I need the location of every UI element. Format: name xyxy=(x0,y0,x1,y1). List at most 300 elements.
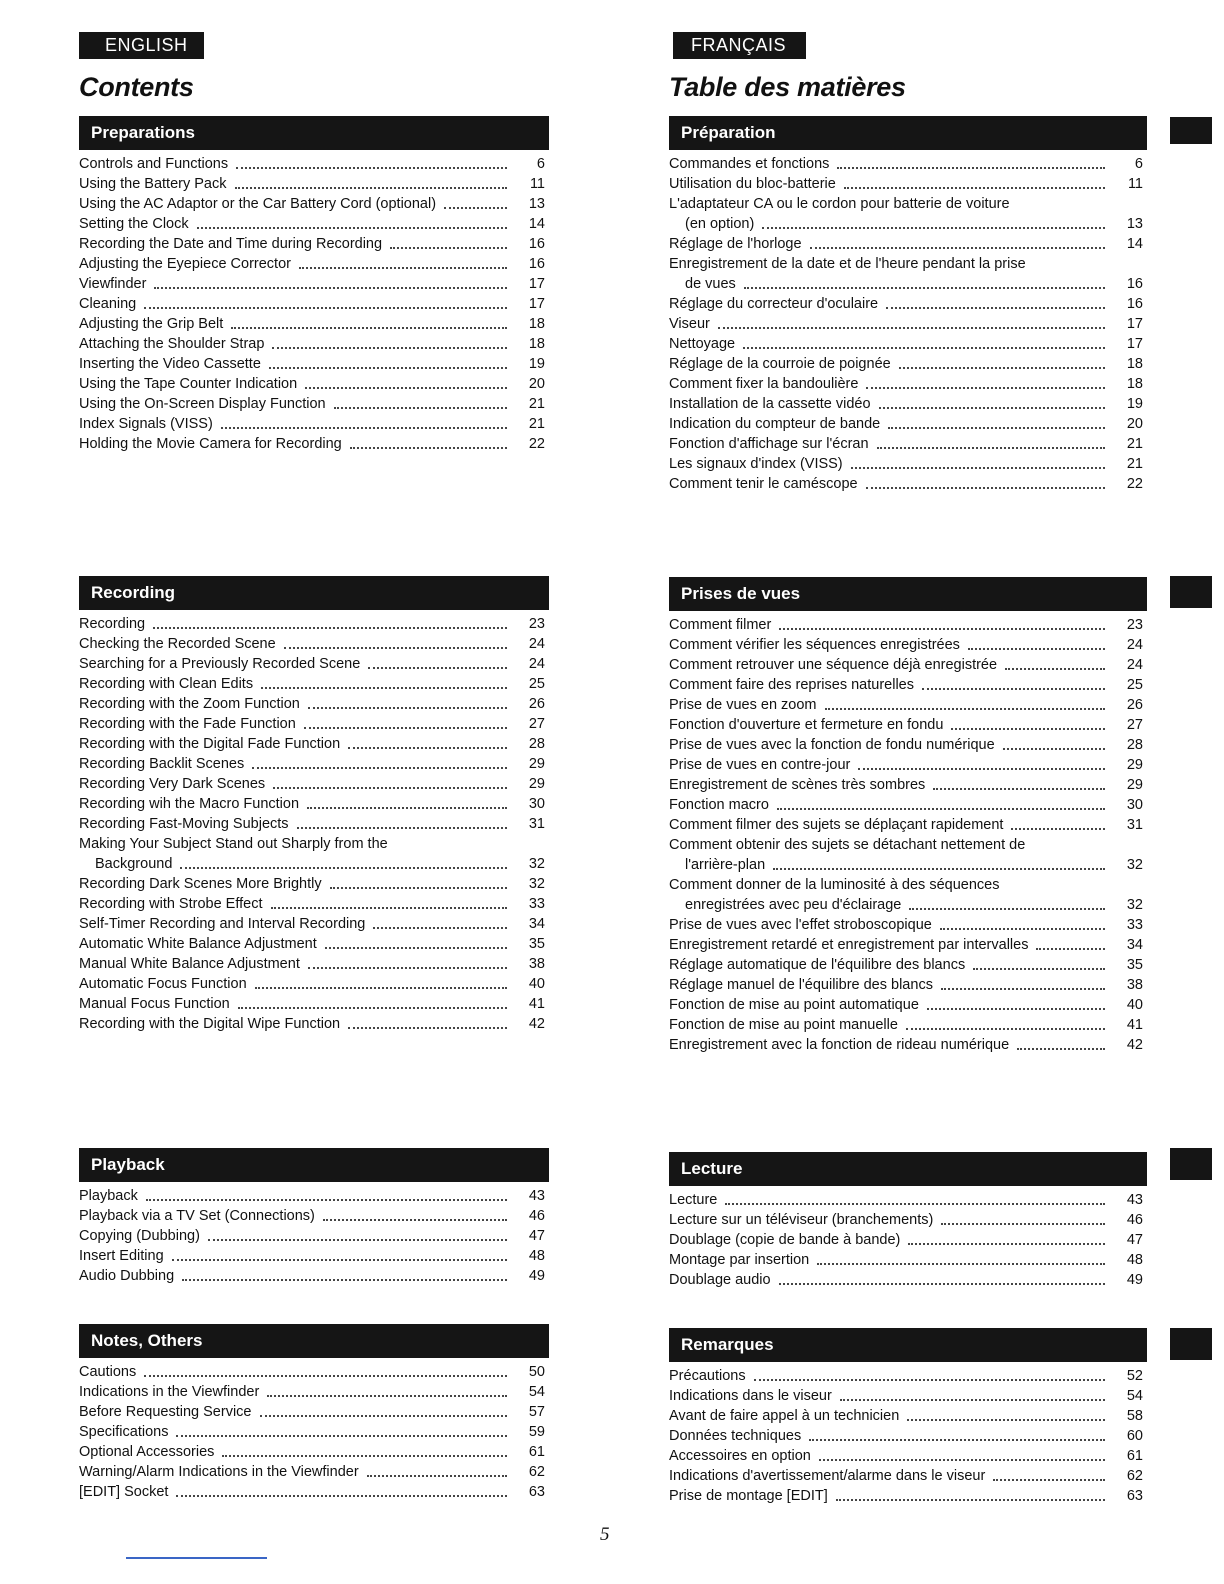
page-number: 5 xyxy=(600,1524,610,1545)
dot-leader xyxy=(762,227,1105,229)
toc-entry xyxy=(79,634,549,654)
section-marker-tab xyxy=(1170,576,1212,608)
toc-entry xyxy=(669,1015,1147,1035)
dot-leader xyxy=(922,688,1105,690)
language-tag-english: ENGLISH xyxy=(79,32,204,59)
toc-entry-title: Prise de vues en contre-jour xyxy=(669,757,851,773)
dot-leader xyxy=(153,627,507,629)
toc-entry xyxy=(669,695,1147,715)
toc-entry-page: 28 xyxy=(528,736,545,752)
toc-entry-title: Cautions xyxy=(79,1364,137,1380)
toc-entry xyxy=(79,314,549,334)
dot-leader xyxy=(154,287,507,289)
toc-entry xyxy=(669,1270,1147,1290)
toc-entry-title: Lecture sur un téléviseur (branchements) xyxy=(669,1212,934,1228)
toc-entry xyxy=(79,1226,549,1246)
toc-entry-title: Playback via a TV Set (Connections) xyxy=(79,1208,315,1224)
toc-entry xyxy=(79,834,549,874)
toc-entry xyxy=(669,675,1147,695)
toc-entry-title: Automatic White Balance Adjustment xyxy=(79,936,317,952)
toc-entry-page: 48 xyxy=(1126,1252,1143,1268)
toc-entry xyxy=(79,174,549,194)
toc-entry-page: 22 xyxy=(528,436,545,452)
toc-entry-title: Before Requesting Service xyxy=(79,1404,252,1420)
toc-list xyxy=(79,150,549,454)
toc-entry xyxy=(79,1246,549,1266)
toc-entry-title: Recording with Clean Edits xyxy=(79,676,254,692)
dot-leader xyxy=(304,727,507,729)
toc-entry xyxy=(79,1402,549,1422)
toc-entry-page: 14 xyxy=(528,216,545,232)
dot-leader xyxy=(308,967,507,969)
toc-entry-title: Les signaux d'index (VISS) xyxy=(669,456,843,472)
toc-entry-page: 23 xyxy=(1126,617,1143,633)
toc-entry-page: 29 xyxy=(1126,757,1143,773)
toc-entry xyxy=(79,874,549,894)
toc-entry-page: 62 xyxy=(1126,1468,1143,1484)
section-heading: Playback xyxy=(79,1148,549,1182)
toc-entry-title-continued: (en option) xyxy=(685,216,755,232)
toc-list xyxy=(79,1358,549,1502)
toc-entry-page: 62 xyxy=(528,1464,545,1480)
toc-entry-title: Fonction d'affichage sur l'écran xyxy=(669,436,869,452)
dot-leader xyxy=(927,1008,1105,1010)
dot-leader xyxy=(255,987,507,989)
toc-entry-page: 29 xyxy=(528,756,545,772)
dot-leader xyxy=(973,968,1105,970)
toc-entry-title: Recording wih the Macro Function xyxy=(79,796,300,812)
dot-leader xyxy=(144,1375,507,1377)
toc-entry-page: 42 xyxy=(1126,1037,1143,1053)
toc-entry-page: 61 xyxy=(528,1444,545,1460)
toc-entry-page: 41 xyxy=(1126,1017,1143,1033)
toc-entry-title: Manual White Balance Adjustment xyxy=(79,956,300,972)
page-title-english: Contents xyxy=(79,72,194,102)
toc-list xyxy=(669,1362,1147,1506)
dot-leader xyxy=(779,628,1105,630)
toc-entry xyxy=(79,814,549,834)
toc-entry xyxy=(79,954,549,974)
section-preparations xyxy=(79,116,549,454)
toc-entry-title: Précautions xyxy=(669,1368,746,1384)
dot-leader xyxy=(725,1203,1105,1205)
section-prises-de-vues xyxy=(669,577,1147,1055)
toc-entry xyxy=(79,194,549,214)
dot-leader xyxy=(1005,668,1105,670)
toc-entry xyxy=(669,995,1147,1015)
toc-entry-title: Playback xyxy=(79,1188,138,1204)
toc-entry-title: Recording with the Digital Wipe Function xyxy=(79,1016,341,1032)
toc-entry xyxy=(669,935,1147,955)
toc-entry-title: Using the Tape Counter Indication xyxy=(79,376,298,392)
toc-entry xyxy=(669,735,1147,755)
toc-entry xyxy=(79,1442,549,1462)
dot-leader xyxy=(267,1395,507,1397)
toc-entry-page: 19 xyxy=(1126,396,1143,412)
toc-entry xyxy=(79,1422,549,1442)
dot-leader xyxy=(909,908,1105,910)
toc-entry-title: Enregistrement avec la fonction de rideau numérique xyxy=(669,1037,1010,1053)
toc-entry-title: Réglage manuel de l'équilibre des blancs xyxy=(669,977,933,993)
toc-entry-title: Fonction macro xyxy=(669,797,769,813)
dot-leader xyxy=(899,367,1105,369)
dot-leader xyxy=(284,647,507,649)
toc-entry xyxy=(79,1362,549,1382)
toc-entry-page: 27 xyxy=(528,716,545,732)
toc-entry-title: Recording Fast-Moving Subjects xyxy=(79,816,289,832)
toc-entry-page: 47 xyxy=(528,1228,545,1244)
dot-leader xyxy=(180,867,507,869)
toc-entry-title: Specifications xyxy=(79,1424,169,1440)
toc-entry-title: Enregistrement de la date et de l'heure pendant la prise xyxy=(669,256,1026,272)
section-heading: Prises de vues xyxy=(669,577,1147,611)
toc-entry-page: 25 xyxy=(1126,677,1143,693)
toc-entry-title: Recording xyxy=(79,616,146,632)
toc-entry-page: 17 xyxy=(1126,316,1143,332)
dot-leader xyxy=(840,1399,1105,1401)
toc-entry-page: 58 xyxy=(1126,1408,1143,1424)
toc-entry-title: Comment faire des reprises naturelles xyxy=(669,677,914,693)
toc-entry-page: 35 xyxy=(528,936,545,952)
toc-entry-page: 24 xyxy=(1126,637,1143,653)
dot-leader xyxy=(182,1279,507,1281)
toc-entry xyxy=(79,674,549,694)
toc-entry xyxy=(669,1366,1147,1386)
toc-entry-page: 26 xyxy=(528,696,545,712)
toc-entry xyxy=(669,474,1147,494)
toc-entry xyxy=(669,835,1147,875)
toc-entry-page: 32 xyxy=(528,876,545,892)
toc-entry xyxy=(669,254,1147,294)
dot-leader xyxy=(176,1435,507,1437)
toc-entry xyxy=(669,875,1147,915)
toc-entry-title: Recording Very Dark Scenes xyxy=(79,776,266,792)
toc-entry-title: Self-Timer Recording and Interval Recording xyxy=(79,916,366,932)
toc-entry-title: Recording with the Fade Function xyxy=(79,716,296,732)
toc-entry-title: Indications in the Viewfinder xyxy=(79,1384,260,1400)
dot-leader xyxy=(906,1028,1105,1030)
dot-leader xyxy=(844,187,1105,189)
dot-leader xyxy=(809,1439,1105,1441)
toc-entry xyxy=(669,635,1147,655)
dot-leader xyxy=(744,287,1105,289)
toc-entry-page: 34 xyxy=(1126,937,1143,953)
english-column xyxy=(79,0,549,1584)
toc-entry-page: 18 xyxy=(528,316,545,332)
toc-entry-title-continued: Background xyxy=(95,856,173,872)
toc-list xyxy=(669,611,1147,1055)
dot-leader xyxy=(754,1379,1105,1381)
dot-leader xyxy=(444,207,507,209)
dot-leader xyxy=(993,1479,1105,1481)
toc-entry-page: 49 xyxy=(528,1268,545,1284)
dot-leader xyxy=(941,988,1105,990)
toc-entry xyxy=(79,294,549,314)
toc-entry-page: 63 xyxy=(528,1484,545,1500)
toc-entry xyxy=(79,994,549,1014)
toc-entry xyxy=(79,1482,549,1502)
dot-leader xyxy=(260,1415,508,1417)
toc-entry-title: Recording with the Zoom Function xyxy=(79,696,300,712)
toc-entry xyxy=(669,434,1147,454)
toc-entry xyxy=(669,334,1147,354)
toc-entry xyxy=(79,434,549,454)
toc-entry xyxy=(669,975,1147,995)
toc-entry-title: Comment fixer la bandoulière xyxy=(669,376,859,392)
toc-entry-title: Fonction d'ouverture et fermeture en fondu xyxy=(669,717,944,733)
toc-entry-title: Manual Focus Function xyxy=(79,996,230,1012)
toc-entry-title: Prise de vues avec l'effet stroboscopique xyxy=(669,917,932,933)
bottom-rule xyxy=(126,1557,267,1559)
toc-entry-title: Indications d'avertissement/alarme dans le viseur xyxy=(669,1468,986,1484)
toc-entry-page: 52 xyxy=(1126,1368,1143,1384)
dot-leader xyxy=(968,648,1105,650)
toc-entry xyxy=(669,615,1147,635)
dot-leader xyxy=(348,1027,507,1029)
toc-entry-title: Accessoires en option xyxy=(669,1448,811,1464)
toc-entry-page: 24 xyxy=(528,656,545,672)
dot-leader xyxy=(879,407,1105,409)
toc-entry xyxy=(79,394,549,414)
toc-entry xyxy=(669,1250,1147,1270)
section-heading: Remarques xyxy=(669,1328,1147,1362)
toc-entry-title: Holding the Movie Camera for Recording xyxy=(79,436,342,452)
toc-entry-page: 6 xyxy=(536,156,545,172)
toc-entry-title: Prise de vues avec la fonction de fondu numérique xyxy=(669,737,995,753)
toc-entry-title: Comment filmer xyxy=(669,617,772,633)
dot-leader xyxy=(222,1455,507,1457)
toc-entry xyxy=(669,1406,1147,1426)
toc-entry-page: 18 xyxy=(1126,376,1143,392)
toc-entry-page: 43 xyxy=(1126,1192,1143,1208)
toc-entry xyxy=(79,274,549,294)
dot-leader xyxy=(272,347,507,349)
toc-entry-page: 17 xyxy=(1126,336,1143,352)
dot-leader xyxy=(146,1199,507,1201)
toc-list xyxy=(79,1182,549,1286)
toc-entry-title-continued: l'arrière-plan xyxy=(685,857,766,873)
dot-leader xyxy=(779,1283,1105,1285)
toc-entry-title: Commandes et fonctions xyxy=(669,156,830,172)
toc-entry xyxy=(669,955,1147,975)
dot-leader xyxy=(837,167,1105,169)
toc-entry xyxy=(79,354,549,374)
dot-leader xyxy=(940,928,1105,930)
toc-entry-page: 61 xyxy=(1126,1448,1143,1464)
toc-entry-title: Nettoyage xyxy=(669,336,736,352)
toc-entry-page: 34 xyxy=(528,916,545,932)
toc-entry-title: Lecture xyxy=(669,1192,718,1208)
toc-entry-page: 43 xyxy=(528,1188,545,1204)
toc-entry xyxy=(669,1446,1147,1466)
toc-entry-page: 21 xyxy=(528,396,545,412)
toc-entry-page: 16 xyxy=(1126,276,1143,292)
dot-leader xyxy=(176,1495,507,1497)
toc-entry xyxy=(79,234,549,254)
dot-leader xyxy=(367,1475,507,1477)
toc-entry-page: 42 xyxy=(528,1016,545,1032)
toc-entry xyxy=(79,914,549,934)
toc-entry-page: 46 xyxy=(528,1208,545,1224)
section-preparation xyxy=(669,116,1147,494)
dot-leader xyxy=(252,767,507,769)
toc-entry xyxy=(669,354,1147,374)
toc-entry-title: Prise de vues en zoom xyxy=(669,697,817,713)
toc-entry-page: 16 xyxy=(1126,296,1143,312)
dot-leader xyxy=(368,667,507,669)
toc-entry-title: Doublage audio xyxy=(669,1272,771,1288)
toc-entry-title: Index Signals (VISS) xyxy=(79,416,213,432)
toc-entry-page: 54 xyxy=(528,1384,545,1400)
toc-entry xyxy=(79,1186,549,1206)
toc-entry-page: 48 xyxy=(528,1248,545,1264)
toc-entry-title: Enregistrement de scènes très sombres xyxy=(669,777,926,793)
dot-leader xyxy=(851,467,1105,469)
section-remarques xyxy=(669,1328,1147,1506)
dot-leader xyxy=(777,808,1105,810)
toc-entry-page: 40 xyxy=(528,976,545,992)
toc-entry xyxy=(79,374,549,394)
toc-entry-title: Using the On-Screen Display Function xyxy=(79,396,326,412)
section-heading: Préparation xyxy=(669,116,1147,150)
toc-entry xyxy=(79,334,549,354)
toc-entry-page: 16 xyxy=(528,256,545,272)
toc-entry-page: 18 xyxy=(528,336,545,352)
toc-entry-page: 38 xyxy=(528,956,545,972)
dot-leader xyxy=(235,187,508,189)
toc-entry-title: Indications dans le viseur xyxy=(669,1388,832,1404)
section-heading: Notes, Others xyxy=(79,1324,549,1358)
toc-entry-title: Réglage de l'horloge xyxy=(669,236,802,252)
dot-leader xyxy=(908,1243,1105,1245)
toc-entry-title: Avant de faire appel à un technicien xyxy=(669,1408,900,1424)
toc-entry xyxy=(79,614,549,634)
dot-leader xyxy=(825,708,1106,710)
dot-leader xyxy=(1011,828,1105,830)
toc-entry-title: Viseur xyxy=(669,316,710,332)
toc-entry-page: 32 xyxy=(1126,857,1143,873)
toc-entry xyxy=(669,314,1147,334)
dot-leader xyxy=(238,1007,507,1009)
dot-leader xyxy=(951,728,1105,730)
dot-leader xyxy=(773,868,1105,870)
section-marker-tab xyxy=(1170,1328,1212,1360)
dot-leader xyxy=(907,1419,1105,1421)
section-recording xyxy=(79,576,549,1034)
toc-entry-title: Cleaning xyxy=(79,296,137,312)
toc-entry-page: 59 xyxy=(528,1424,545,1440)
dot-leader xyxy=(348,747,507,749)
toc-entry-title: Indication du compteur de bande xyxy=(669,416,881,432)
page-title-french: Table des matières xyxy=(669,72,906,102)
dot-leader xyxy=(933,788,1105,790)
toc-entry xyxy=(669,775,1147,795)
toc-entry-title: Warning/Alarm Indications in the Viewfinder xyxy=(79,1464,359,1480)
toc-entry-page: 54 xyxy=(1126,1388,1143,1404)
toc-entry xyxy=(79,1206,549,1226)
toc-entry-page: 24 xyxy=(1126,657,1143,673)
toc-entry-page: 13 xyxy=(1126,216,1143,232)
toc-entry-page: 27 xyxy=(1126,717,1143,733)
toc-entry xyxy=(669,1035,1147,1055)
toc-entry-title: Automatic Focus Function xyxy=(79,976,247,992)
toc-entry xyxy=(669,795,1147,815)
toc-entry-page: 21 xyxy=(1126,456,1143,472)
toc-entry xyxy=(669,394,1147,414)
dot-leader xyxy=(941,1223,1105,1225)
dot-leader xyxy=(334,407,507,409)
toc-entry-page: 31 xyxy=(1126,817,1143,833)
dot-leader xyxy=(866,487,1105,489)
toc-entry xyxy=(79,1014,549,1034)
toc-entry xyxy=(79,694,549,714)
toc-entry-title: Recording the Date and Time during Recording xyxy=(79,236,383,252)
toc-entry-title: Comment donner de la luminosité à des séquences xyxy=(669,877,1000,893)
toc-entry xyxy=(79,414,549,434)
toc-entry-page: 57 xyxy=(528,1404,545,1420)
toc-entry-page: 50 xyxy=(528,1364,545,1380)
toc-entry-page: 29 xyxy=(1126,777,1143,793)
toc-entry-title: Controls and Functions xyxy=(79,156,229,172)
toc-entry xyxy=(79,154,549,174)
toc-entry xyxy=(669,414,1147,434)
dot-leader xyxy=(221,427,507,429)
section-heading: Recording xyxy=(79,576,549,610)
section-lecture xyxy=(669,1152,1147,1290)
dot-leader xyxy=(350,447,507,449)
section-playback xyxy=(79,1148,549,1286)
toc-entry xyxy=(669,1466,1147,1486)
toc-entry-title: Adjusting the Eyepiece Corrector xyxy=(79,256,291,272)
toc-entry-page: 11 xyxy=(529,176,545,192)
toc-entry-page: 17 xyxy=(528,296,545,312)
toc-entry-page: 49 xyxy=(1126,1272,1143,1288)
toc-entry xyxy=(669,194,1147,234)
toc-entry xyxy=(669,294,1147,314)
dot-leader xyxy=(1036,948,1105,950)
dot-leader xyxy=(236,167,507,169)
toc-entry-title: Recording with the Digital Fade Function xyxy=(79,736,341,752)
dot-leader xyxy=(1017,1048,1105,1050)
toc-entry-title: Montage par insertion xyxy=(669,1252,810,1268)
toc-entry-title: Comment retrouver une séquence déjà enregistrée xyxy=(669,657,998,673)
section-notes-others xyxy=(79,1324,549,1502)
dot-leader xyxy=(743,347,1105,349)
toc-entry xyxy=(669,755,1147,775)
toc-entry xyxy=(669,715,1147,735)
toc-entry xyxy=(669,454,1147,474)
toc-entry xyxy=(79,714,549,734)
dot-leader xyxy=(325,947,507,949)
toc-entry-title: Setting the Clock xyxy=(79,216,189,232)
toc-list xyxy=(669,1186,1147,1290)
toc-entry xyxy=(79,934,549,954)
toc-entry xyxy=(669,815,1147,835)
toc-entry xyxy=(79,974,549,994)
toc-entry xyxy=(79,754,549,774)
dot-leader xyxy=(817,1263,1105,1265)
toc-entry-title: Comment filmer des sujets se déplaçant rapidement xyxy=(669,817,1004,833)
dot-leader xyxy=(208,1239,507,1241)
dot-leader xyxy=(858,768,1105,770)
toc-entry-title: Adjusting the Grip Belt xyxy=(79,316,224,332)
toc-entry-title-continued: de vues xyxy=(685,276,736,292)
toc-entry-page: 47 xyxy=(1126,1232,1143,1248)
toc-entry-page: 33 xyxy=(1126,917,1143,933)
toc-entry xyxy=(669,1210,1147,1230)
dot-leader xyxy=(231,327,507,329)
dot-leader xyxy=(330,887,507,889)
